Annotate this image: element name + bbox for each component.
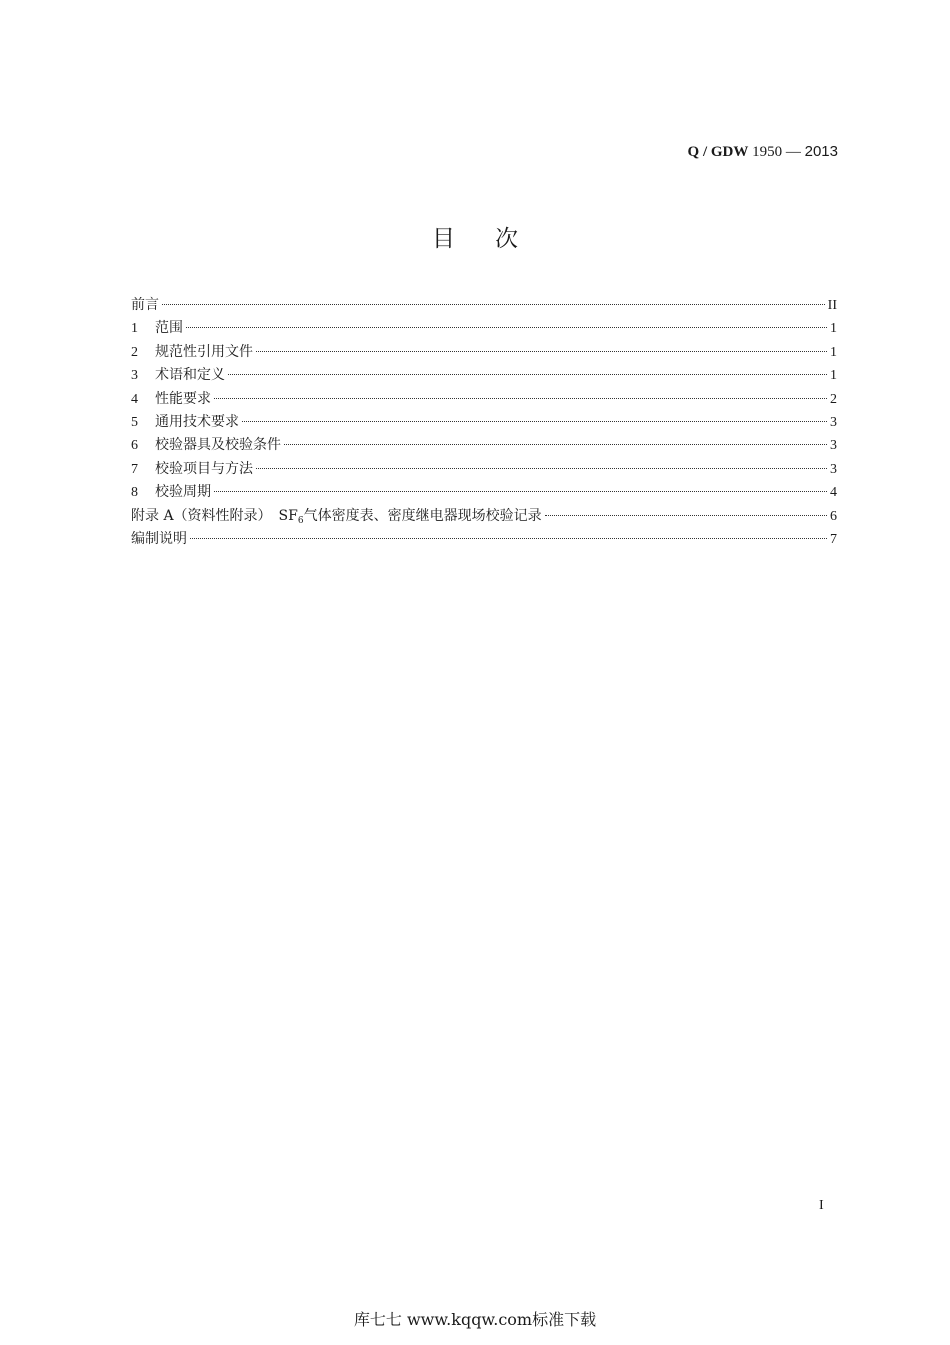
footer-watermark: 库七七 www.kqqw.com标准下载 xyxy=(353,1310,597,1329)
toc-page: 3 xyxy=(830,461,837,477)
toc-page: 1 xyxy=(830,368,837,384)
toc-entry-4[interactable] xyxy=(131,388,837,411)
toc-label-suffix: 气体密度表、密度继电器现场校验记录 xyxy=(303,507,542,524)
toc-label: 校验项目与方法 xyxy=(155,460,253,477)
toc-leader-dots xyxy=(256,351,827,352)
toc-page: 2 xyxy=(830,391,837,407)
toc-label: 性能要求 xyxy=(155,390,211,407)
toc-number: 8 xyxy=(131,485,138,501)
toc-label xyxy=(131,505,542,530)
toc-label: 编制说明 xyxy=(131,530,187,547)
toc-number: 5 xyxy=(131,414,138,430)
toc-label: 校验器具及校验条件 xyxy=(155,437,281,454)
toc-entry-preface[interactable] xyxy=(131,294,837,317)
standard-code-year: 2013 xyxy=(804,143,838,160)
toc-label: 规范性引用文件 xyxy=(155,343,253,360)
toc-label: 通用技术要求 xyxy=(155,413,239,430)
standard-code-number: 1950 xyxy=(752,144,783,160)
toc-number: 7 xyxy=(131,461,138,477)
toc-entry-7[interactable] xyxy=(131,458,837,481)
toc-entry-appendix-a[interactable] xyxy=(131,505,837,528)
table-of-contents xyxy=(131,294,837,551)
toc-number: 1 xyxy=(131,321,138,337)
toc-entry-1[interactable] xyxy=(131,317,837,340)
toc-label: 校验周期 xyxy=(155,484,211,501)
toc-entry-8[interactable] xyxy=(131,481,837,504)
toc-leader-dots xyxy=(242,421,827,422)
toc-page: 3 xyxy=(830,438,837,454)
toc-leader-dots xyxy=(284,444,827,445)
toc-leader-dots xyxy=(214,398,827,399)
toc-number: 3 xyxy=(131,368,138,384)
toc-page: 1 xyxy=(830,344,837,360)
toc-leader-dots xyxy=(214,491,827,492)
toc-label: 术语和定义 xyxy=(155,367,225,384)
page-number: I xyxy=(819,1198,824,1213)
toc-entry-6[interactable] xyxy=(131,434,837,457)
toc-number: 6 xyxy=(131,438,138,454)
toc-number: 4 xyxy=(131,391,138,407)
toc-label-subscript: 6 xyxy=(297,515,304,526)
toc-label-prefix: 附录 A（资料性附录） SF xyxy=(131,507,298,524)
toc-number: 2 xyxy=(131,344,138,360)
toc-leader-dots xyxy=(256,468,827,469)
toc-label: 范围 xyxy=(155,320,183,337)
toc-leader-dots xyxy=(162,304,825,305)
toc-leader-dots xyxy=(186,327,827,328)
toc-entry-2[interactable] xyxy=(131,341,837,364)
toc-leader-dots xyxy=(545,515,827,516)
toc-page: 7 xyxy=(830,531,837,547)
toc-page: II xyxy=(827,298,837,313)
toc-entry-explanation[interactable] xyxy=(131,528,837,551)
toc-page: 6 xyxy=(830,508,837,524)
standard-code xyxy=(688,143,838,161)
toc-leader-dots xyxy=(228,374,827,375)
toc-leader-dots xyxy=(190,538,827,539)
toc-page: 4 xyxy=(830,485,837,501)
toc-page: 3 xyxy=(830,414,837,430)
standard-code-dash: — xyxy=(785,144,801,160)
toc-entry-3[interactable] xyxy=(131,364,837,387)
toc-title: 目次 xyxy=(432,226,558,252)
toc-page: 1 xyxy=(830,321,837,337)
toc-label: 前言 xyxy=(131,297,159,313)
toc-entry-5[interactable] xyxy=(131,411,837,434)
standard-code-prefix: Q / GDW xyxy=(687,144,749,160)
